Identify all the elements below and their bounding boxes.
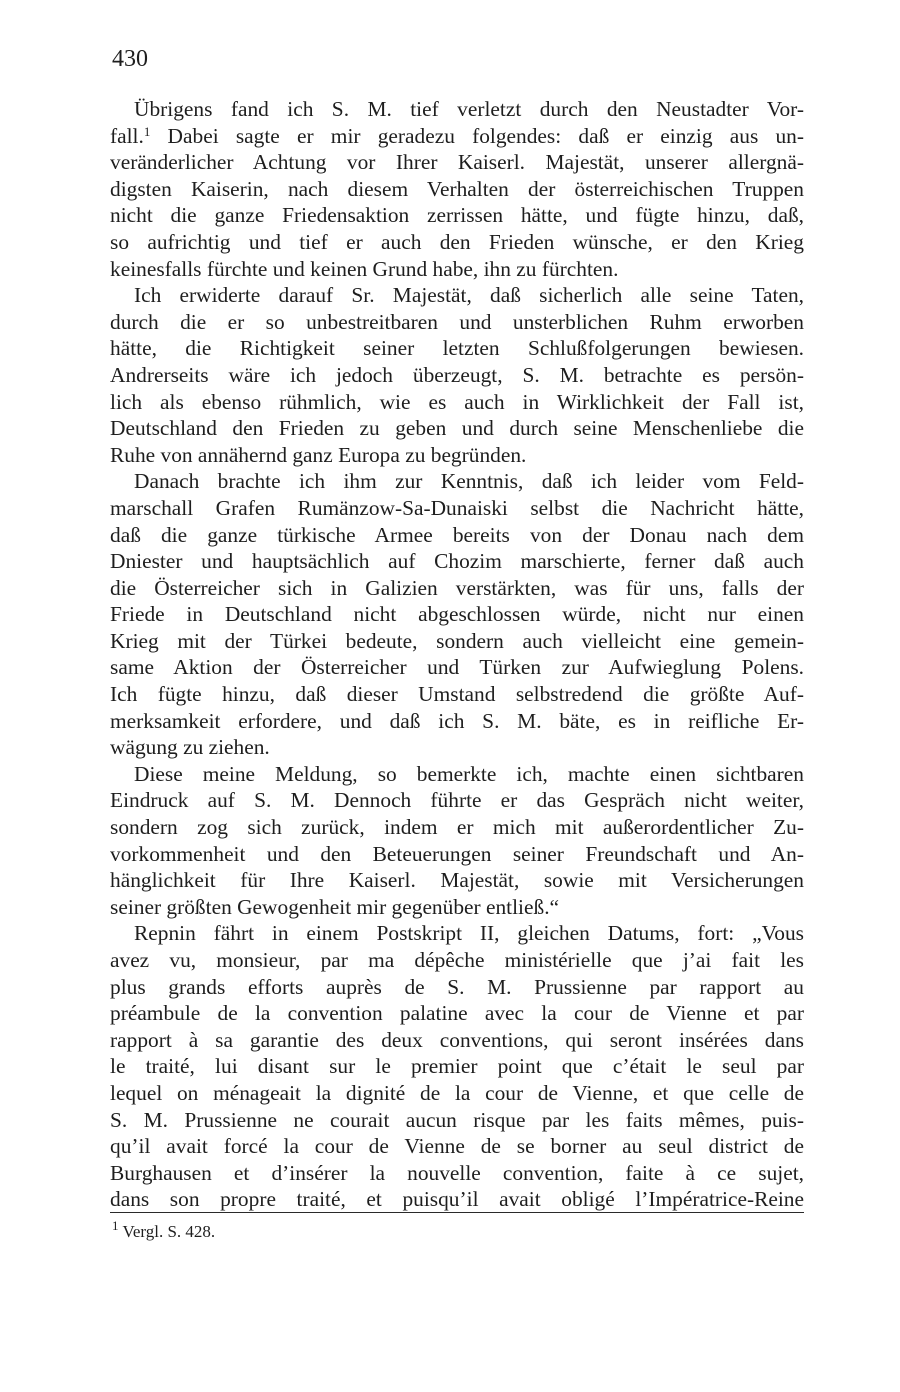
- text-line: [110, 282, 804, 309]
- text-line: [110, 654, 804, 681]
- text-line: [110, 867, 804, 894]
- footnote-marker: 1: [112, 1218, 119, 1233]
- text-segment: same Aktion der Österreicher und Türken zur Aufwieglung Polens.: [110, 655, 804, 680]
- text-segment: Ruhe von annähernd ganz Europa zu begründen.: [110, 442, 527, 467]
- text-line: [110, 176, 804, 203]
- body-text: [110, 96, 804, 1213]
- text-segment: hätte, die Richtigkeit seiner letzten Schlußfolgerungen bewiesen.: [110, 336, 804, 361]
- text-line: [110, 920, 804, 947]
- text-line: [110, 1160, 804, 1187]
- text-line: [110, 96, 804, 123]
- text-segment: Deutschland den Frieden zu geben und durch seine Menschenliebe die: [110, 416, 804, 441]
- text-segment: Ich fügte hinzu, daß dieser Umstand selbstredend die größte Auf-: [110, 682, 804, 707]
- text-segment: vorkommenheit und den Beteuerungen seiner Freundschaft und An-: [110, 841, 804, 866]
- text-segment: sondern zog sich zurück, indem er mich mit außerordentlicher Zu-: [110, 815, 804, 840]
- text-segment: Dabei sagte er mir geradezu folgendes: daß er einzig aus un-: [150, 123, 804, 148]
- text-segment: marschall Grafen Rumänzow-Sa-Dunaiski selbst die Nachricht hätte,: [110, 495, 804, 520]
- text-line: [110, 787, 804, 814]
- text-segment: rapport à sa garantie des deux conventions, qui seront insérées dans: [110, 1027, 804, 1052]
- text-segment: Krieg mit der Türkei bedeute, sondern auch vielleicht eine gemein-: [110, 628, 804, 653]
- text-line: [110, 761, 804, 788]
- text-line: [110, 335, 804, 362]
- text-line: [110, 522, 804, 549]
- text-segment: Danach brachte ich ihm zur Kenntnis, daß ich leider vom Feld-: [134, 469, 804, 494]
- text-line: [110, 1186, 804, 1213]
- text-segment: fall.: [110, 123, 144, 148]
- text-segment: digsten Kaiserin, nach diesem Verhalten der österreichischen Truppen: [110, 176, 804, 201]
- text-segment: Burghausen et d’insérer la nouvelle convention, faite à ce sujet,: [110, 1160, 804, 1185]
- footnote-reference: 1: [143, 123, 151, 139]
- text-line: [110, 708, 804, 735]
- text-segment: qu’il avait forcé la cour de Vienne de se borner au seul district de: [110, 1134, 804, 1159]
- text-segment: durch die er so unbestreitbaren und unsterblichen Ruhm erworben: [110, 309, 804, 334]
- text-segment: Dniester und hauptsächlich auf Chozim marschierte, ferner daß auch: [110, 549, 804, 574]
- text-line: [110, 628, 804, 655]
- text-segment: Diese meine Meldung, so bemerkte ich, machte einen sichtbaren: [134, 761, 804, 786]
- footnote-text: Vergl. S. 428.: [118, 1222, 216, 1241]
- text-line: [110, 468, 804, 495]
- text-segment: le traité, lui disant sur le premier point que c’était le seul par: [110, 1054, 804, 1079]
- text-segment: nicht die ganze Friedensaktion zerrissen hätte, und fügte hinzu, daß,: [110, 203, 804, 228]
- text-line: [110, 442, 804, 469]
- text-line: [110, 1107, 804, 1134]
- text-segment: avez vu, monsieur, par ma dépêche ministérielle que j’ai fait les: [110, 948, 804, 972]
- text-segment: daß die ganze türkische Armee bereits von der Donau nach dem: [110, 522, 804, 547]
- text-line: [110, 548, 804, 575]
- text-segment: Repnin fährt in einem Postskript II, gleichen Datums, fort: „Vous: [134, 921, 804, 946]
- text-segment: lich als ebenso rühmlich, wie es auch in Wirklichkeit der Fall ist,: [110, 389, 804, 414]
- text-line: [110, 841, 804, 868]
- text-segment: keinesfalls fürchte und keinen Grund habe, ihn zu fürchten.: [110, 256, 619, 281]
- text-segment: lequel on ménageait la dignité de la cour de Vienne, et que celle de: [110, 1080, 804, 1105]
- footnote: [112, 1220, 215, 1244]
- text-segment: die Österreicher sich in Galizien verstärkten, was für uns, falls der: [110, 575, 804, 600]
- text-segment: so aufrichtig und tief er auch den Frieden wünsche, er den Krieg: [110, 229, 804, 254]
- text-line: [110, 362, 804, 389]
- text-line: [110, 894, 804, 921]
- text-line: [110, 1133, 804, 1160]
- text-segment: wägung zu ziehen.: [110, 735, 270, 760]
- text-line: [110, 389, 804, 416]
- text-line: [110, 309, 804, 336]
- text-line: [110, 256, 804, 283]
- text-line: [110, 974, 804, 1001]
- text-line: [110, 415, 804, 442]
- text-line: [110, 495, 804, 522]
- text-segment: préambule de la convention palatine avec la cour de Vienne et par: [110, 1001, 804, 1026]
- text-segment: veränderlicher Achtung vor Ihrer Kaiserl. Majestät, unserer allergnä-: [110, 150, 804, 175]
- text-segment: hänglichkeit für Ihre Kaiserl. Majestät, sowie mit Versicherungen: [110, 868, 804, 893]
- footnote-separator: [110, 1212, 804, 1213]
- text-segment: seiner größten Gewogenheit mir gegenüber entließ.“: [110, 894, 560, 919]
- text-segment: Andrerseits wäre ich jedoch überzeugt, S. M. betrachte es persön-: [110, 362, 804, 387]
- text-segment: S. M. Prussienne ne courait aucun risque par les faits mêmes, puis-: [110, 1107, 804, 1132]
- text-segment: plus grands efforts auprès de S. M. Prussienne par rapport au: [110, 974, 804, 999]
- text-line: [110, 681, 804, 708]
- text-line: [110, 1000, 804, 1027]
- page-number: 430: [112, 46, 148, 72]
- text-line: [110, 947, 804, 974]
- text-line: [110, 229, 804, 256]
- text-line: [110, 601, 804, 628]
- text-segment: Übrigens fand ich S. M. tief verletzt durch den Neustadter Vor-: [134, 97, 804, 121]
- text-segment: Friede in Deutschland nicht abgeschlossen würde, nicht nur einen: [110, 602, 804, 627]
- text-line: [110, 575, 804, 602]
- text-line: [110, 149, 804, 176]
- text-segment: merksamkeit erfordere, und daß ich S. M. bäte, es in reifliche Er-: [110, 708, 804, 733]
- text-line: [110, 1080, 804, 1107]
- text-line: [110, 202, 804, 229]
- text-segment: dans son propre traité, et puisqu’il avait obligé l’Impératrice-Reine: [110, 1187, 804, 1212]
- text-segment: Eindruck auf S. M. Dennoch führte er das Gespräch nicht weiter,: [110, 788, 804, 813]
- text-line: [110, 734, 804, 761]
- text-line: [110, 1053, 804, 1080]
- text-segment: Ich erwiderte darauf Sr. Majestät, daß sicherlich alle seine Taten,: [134, 283, 804, 308]
- text-line: [110, 1027, 804, 1054]
- text-line: [110, 814, 804, 841]
- text-line: [110, 123, 804, 150]
